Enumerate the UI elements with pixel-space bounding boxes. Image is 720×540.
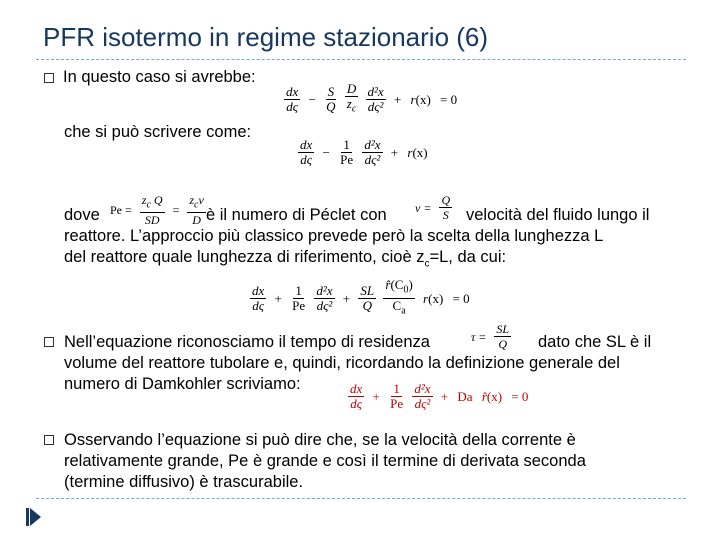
- nav-bar-icon[interactable]: [26, 508, 29, 526]
- slide-title: PFR isotermo in regime stazionario (6): [43, 22, 489, 52]
- bullet-icon: [44, 435, 54, 445]
- footer-divider: [36, 498, 686, 499]
- equation-3: $\frac{dx}{d\varsigma}$ + $\frac{1}{Pe}$ $\frac{\text{d²x}}{\text{dς²}}$ + $\frac{SL}{Q}$ $\frac{r̂(C_0)}{C_a}$ r(x) = 0: [252, 277, 470, 317]
- text-line-3c: velocità del fluido lungo il: [466, 206, 650, 224]
- residence-time-definition: τ = $\frac{SL}{Q}$: [471, 322, 510, 351]
- title-divider: [36, 59, 686, 60]
- text-line-5: del reattore quale lunghezza di riferimento, cioè $z_c=L$, da cui:: [64, 248, 507, 270]
- text-line-8: numero di Damkohler scriviamo:: [64, 375, 301, 393]
- equation-1: $\frac{dx}{d\varsigma}$ − $\frac{S}{Q}$ $\frac{D}{z_c}$ $\frac{\text{d²x}}{\text{dς²}}$ + r(x) = 0: [286, 81, 458, 115]
- text-line-3b: è il numero di Péclet con: [206, 206, 387, 224]
- text-line-4: reattore. L’approccio più classico prevede però la scelta della lunghezza L: [64, 227, 604, 245]
- bullet-text-3: Osservando l’equazione si può dire che, se la velocità della corrente è: [64, 431, 576, 449]
- text-line-6b: dato che SL è il: [538, 333, 652, 351]
- text-line-11: (termine diffusivo) è trascurabile.: [64, 473, 304, 491]
- bullet-icon: [44, 73, 54, 83]
- equation-4: $\frac{dx}{d\varsigma}$ + $\frac{1}{Pe}$ $\frac{\text{d²x}}{\text{dς²}}$ + Da r̂(x) = 0: [350, 381, 529, 411]
- peclet-definition: Pe = $\frac{z_c Q}{SD}$ = $\frac{z_cv}{D}$: [110, 193, 204, 228]
- next-slide-icon[interactable]: [30, 508, 41, 526]
- text-line-7: volume del reattore tubolare e, quindi, ricordando la definizione generale del: [64, 354, 620, 372]
- bullet-text-1: In questo caso si avrebbe:: [63, 68, 256, 86]
- text-line-3a: dove: [64, 206, 100, 224]
- equation-2: $\frac{dx}{d\varsigma}$ − $\frac{1}{Pe}$ $\frac{\text{d²x}}{\text{dς²}}$ + r(x): [300, 137, 428, 167]
- text-line-10: relativamente grande, Pe è grande e così il termine di derivata seconda: [64, 452, 586, 470]
- text-line-2: che si può scrivere come:: [64, 123, 252, 141]
- bullet-text-2: Nell’equazione riconosciamo il tempo di residenza: [64, 333, 430, 351]
- velocity-definition: v = $\frac{Q}{S}$: [415, 193, 451, 222]
- bullet-icon: [44, 337, 54, 347]
